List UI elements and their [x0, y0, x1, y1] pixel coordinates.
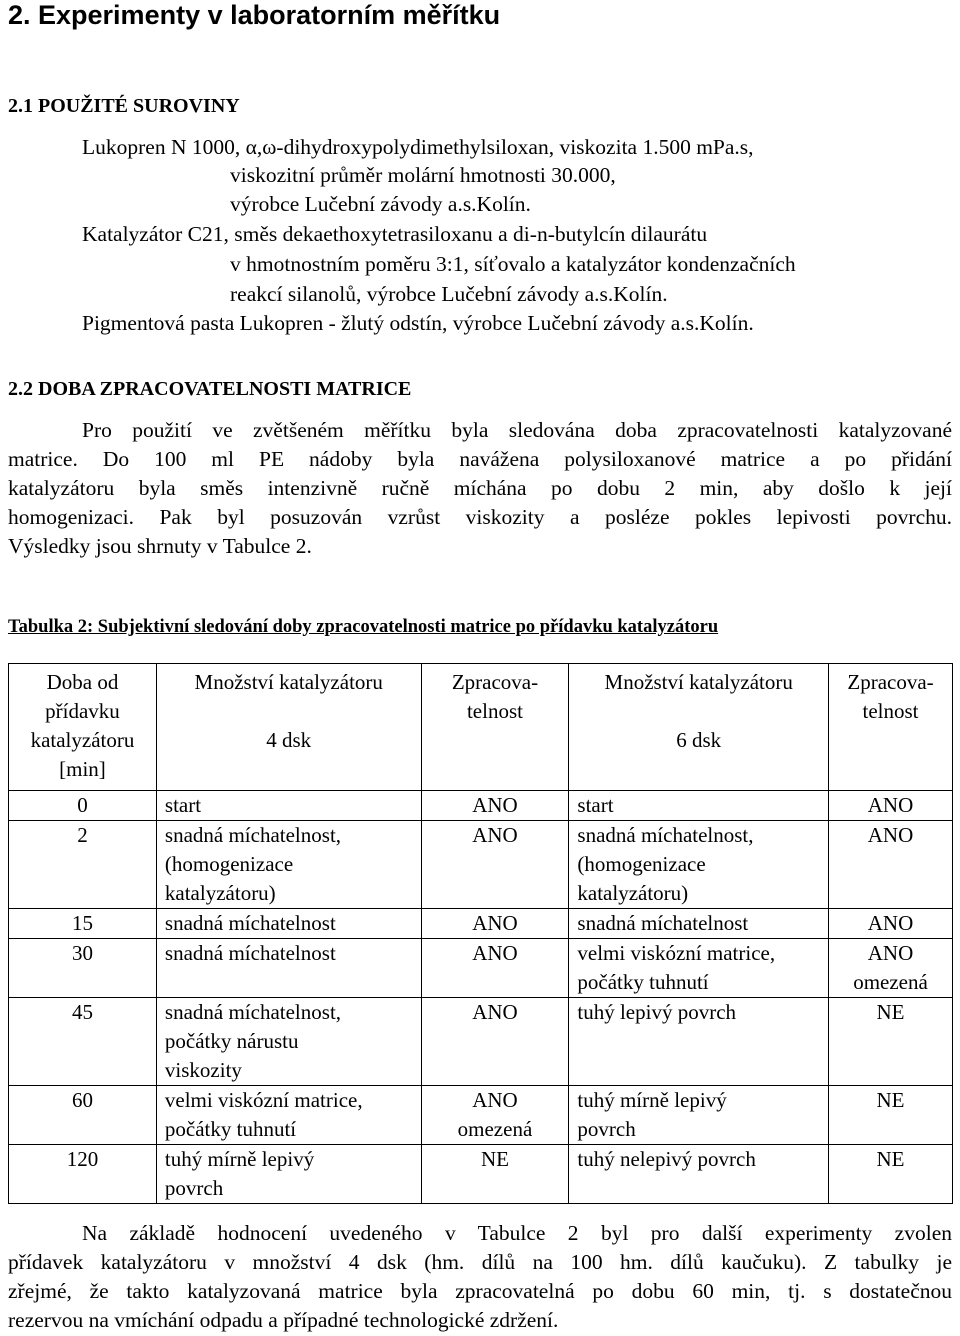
material-line: Lukopren N 1000, α,ω-dihydroxypolydimethylsiloxan, viskozita 1.500 mPa.s, [82, 135, 754, 159]
material-line: viskozitní průměr molární hmotnosti 30.000, [230, 163, 616, 187]
section-title-raw-materials: 2.1 POUŽITÉ SUROVINY [8, 95, 240, 117]
cell-description-4: tuhý mírně lepivý povrch [156, 1145, 421, 1204]
cell-processability-6: ANO omezená [829, 939, 953, 998]
cell-description-6: tuhý mírně lepivý povrch [569, 1086, 829, 1145]
cell-processability-4: ANO omezená [421, 1086, 569, 1145]
page-heading: 2. Experimenty v laboratorním měřítku [8, 0, 501, 30]
paragraph-line: homogenizaci. Pak byl posuzován vzrůst viskozity a posléze pokles lepivosti povrchu. [8, 505, 952, 529]
results-table [8, 663, 953, 1204]
header-processability-6: Zpracova- telnost [829, 664, 953, 791]
cell-time: 120 [9, 1145, 157, 1204]
cell-time: 0 [9, 791, 157, 821]
cell-description-4: snadná míchatelnost [156, 909, 421, 939]
cell-time: 2 [9, 821, 157, 909]
cell-time: 45 [9, 998, 157, 1086]
cell-processability-4: ANO [421, 909, 569, 939]
paragraph-line: Výsledky jsou shrnuty v Tabulce 2. [8, 534, 312, 558]
table-row [9, 998, 953, 1086]
cell-description-6: snadná míchatelnost [569, 909, 829, 939]
cell-description-6: snadná míchatelnost, (homogenizace katalyzátoru) [569, 821, 829, 909]
table-row [9, 1086, 953, 1145]
section-paragraph [8, 416, 952, 561]
header-processability-4: Zpracova- telnost [421, 664, 569, 791]
cell-processability-6: NE [829, 1086, 953, 1145]
material-line: v hmotnostním poměru 3:1, síťovalo a katalyzátor kondenzačních [230, 252, 796, 276]
material-line: výrobce Lučební závody a.s.Kolín. [230, 192, 531, 216]
cell-processability-4: ANO [421, 998, 569, 1086]
conclusion-line: Na základě hodnocení uvedeného v Tabulce 2 byl pro další experimenty zvolen [82, 1221, 952, 1245]
table-row [9, 939, 953, 998]
table-row [9, 909, 953, 939]
cell-description-4: snadná míchatelnost, počátky nárustu viskozity [156, 998, 421, 1086]
cell-description-4: snadná míchatelnost, (homogenizace katalyzátoru) [156, 821, 421, 909]
cell-processability-6: NE [829, 998, 953, 1086]
cell-description-4: start [156, 791, 421, 821]
conclusion-paragraph [8, 1219, 952, 1335]
paragraph-line: Pro použití ve zvětšeném měřítku byla sledována doba zpracovatelnosti katalyzované [82, 418, 952, 442]
header-time: Doba od přídavku katalyzátoru [min] [9, 664, 157, 791]
cell-processability-6: NE [829, 1145, 953, 1204]
paragraph-line: katalyzátoru byla směs intenzivně ručně míchána po dobu 2 min, aby došlo k její [8, 476, 952, 500]
cell-description-6: velmi viskózní matrice, počátky tuhnutí [569, 939, 829, 998]
conclusion-line: rezervou na vmíchání odpadu a případné technologické zdržení. [8, 1308, 559, 1332]
conclusion-line: zřejmé, že takto katalyzovaná matrice byla zpracovatelná po dobu 60 min, tj. s dostatečnou [8, 1279, 952, 1303]
cell-description-6: start [569, 791, 829, 821]
cell-description-4: velmi viskózní matrice, počátky tuhnutí [156, 1086, 421, 1145]
material-line: Pigmentová pasta Lukopren - žlutý odstín, výrobce Lučební závody a.s.Kolín. [82, 311, 754, 335]
table-row [9, 1145, 953, 1204]
cell-processability-4: ANO [421, 939, 569, 998]
header-amount-6: Množství katalyzátoru 6 dsk [569, 664, 829, 791]
cell-description-6: tuhý lepivý povrch [569, 998, 829, 1086]
material-line: Katalyzátor C21, směs dekaethoxytetrasiloxanu a di-n-butylcín dilaurátu [82, 222, 708, 246]
cell-description-6: tuhý nelepivý povrch [569, 1145, 829, 1204]
cell-processability-6: ANO [829, 791, 953, 821]
cell-time: 60 [9, 1086, 157, 1145]
table-header-row [9, 664, 953, 791]
cell-time: 15 [9, 909, 157, 939]
conclusion-line: přídavek katalyzátoru v množství 4 dsk (hm. dílů na 100 hm. dílů kaučuku). Z tabulky je [8, 1250, 952, 1274]
cell-description-4: snadná míchatelnost [156, 939, 421, 998]
paragraph-line: matrice. Do 100 ml PE nádoby byla navážena polysiloxanové matrice a po přidání [8, 447, 952, 471]
cell-processability-4: ANO [421, 791, 569, 821]
cell-processability-4: ANO [421, 821, 569, 909]
cell-processability-6: ANO [829, 909, 953, 939]
material-line: reakcí silanolů, výrobce Lučební závody a.s.Kolín. [230, 282, 668, 306]
section-title-processing-time: 2.2 DOBA ZPRACOVATELNOSTI MATRICE [8, 378, 412, 400]
cell-processability-4: NE [421, 1145, 569, 1204]
header-amount-4: Množství katalyzátoru 4 dsk [156, 664, 421, 791]
cell-time: 30 [9, 939, 157, 998]
table-row [9, 821, 953, 909]
cell-processability-6: ANO [829, 821, 953, 909]
table-row [9, 791, 953, 821]
table-caption: Tabulka 2: Subjektivní sledování doby zpracovatelnosti matrice po přídavku katalyzátoru [8, 617, 719, 637]
